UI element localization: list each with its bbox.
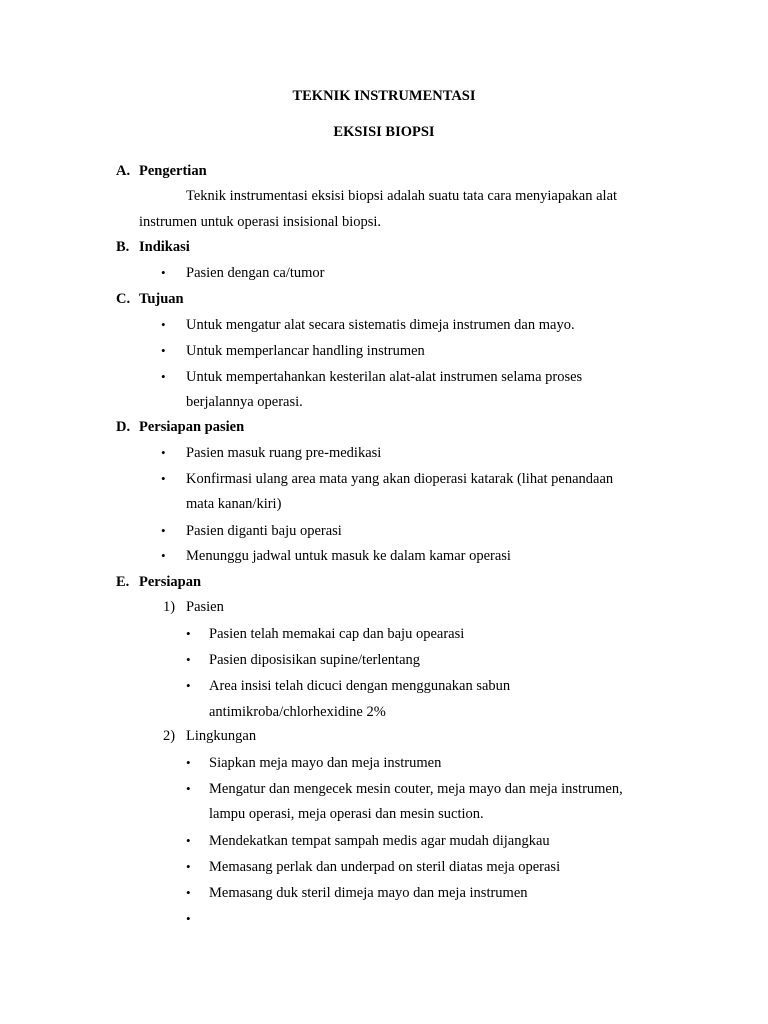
- list-item: Menunggu jadwal untuk masuk ke dalam kamar operasi: [186, 548, 511, 564]
- bullet-icon: •: [186, 781, 191, 796]
- bullet-icon: •: [186, 885, 191, 900]
- list-item-continuation: berjalannya operasi.: [186, 394, 303, 410]
- list-item: Pasien dengan ca/tumor: [186, 265, 325, 281]
- bullet-icon: •: [186, 833, 191, 848]
- bullet-icon: •: [161, 317, 166, 332]
- list-item-continuation: mata kanan/kiri): [186, 496, 282, 512]
- list-item: Untuk memperlancar handling instrumen: [186, 343, 425, 359]
- list-item: Mendekatkan tempat sampah medis agar mudah dijangkau: [209, 833, 550, 849]
- list-item: Untuk mengatur alat secara sistematis dimeja instrumen dan mayo.: [186, 317, 575, 333]
- list-item: Mengatur dan mengecek mesin couter, meja mayo dan meja instrumen,: [209, 781, 623, 797]
- list-item: Pasien masuk ruang pre-medikasi: [186, 445, 382, 461]
- bullet-icon: •: [186, 859, 191, 874]
- bullet-icon: •: [161, 523, 166, 538]
- bullet-icon: •: [161, 369, 166, 384]
- subsection-label: Lingkungan: [186, 728, 257, 744]
- section-c-letter: C.: [116, 291, 131, 307]
- list-item: Pasien telah memakai cap dan baju opearasi: [209, 626, 465, 642]
- section-d-title: Persiapan pasien: [139, 419, 245, 435]
- bullet-icon: •: [161, 548, 166, 563]
- bullet-icon: •: [186, 755, 191, 770]
- list-item-continuation: antimikroba/chlorhexidine 2%: [209, 704, 386, 720]
- list-item: Siapkan meja mayo dan meja instrumen: [209, 755, 442, 771]
- document-title: TEKNIK INSTRUMENTASI: [292, 88, 476, 104]
- section-d-letter: D.: [116, 419, 131, 435]
- bullet-icon: •: [161, 471, 166, 486]
- list-item: Area insisi telah dicuci dengan menggunakan sabun: [209, 678, 511, 694]
- bullet-icon: •: [186, 626, 191, 641]
- bullet-icon: •: [186, 652, 191, 667]
- section-e-title: Persiapan: [139, 574, 202, 590]
- document-subtitle: EKSISI BIOPSI: [333, 124, 435, 140]
- section-b-letter: B.: [116, 239, 130, 255]
- section-a-paragraph-line: Teknik instrumentasi eksisi biopsi adalah suatu tata cara menyiapakan alat: [186, 188, 618, 204]
- subsection-number: 2): [163, 728, 176, 744]
- bullet-icon: •: [161, 265, 166, 280]
- bullet-icon: •: [161, 343, 166, 358]
- section-c-title: Tujuan: [139, 291, 184, 307]
- bullet-icon: •: [186, 911, 191, 926]
- bullet-icon: •: [186, 678, 191, 693]
- list-item: Memasang duk steril dimeja mayo dan meja instrumen: [209, 885, 528, 901]
- subsection-label: Pasien: [186, 599, 224, 615]
- list-item: Memasang perlak dan underpad on steril diatas meja operasi: [209, 859, 561, 875]
- list-item: Konfirmasi ulang area mata yang akan dioperasi katarak (lihat penandaan: [186, 471, 614, 487]
- subsection-number: 1): [163, 599, 176, 615]
- list-item: Pasien diposisikan supine/terlentang: [209, 652, 421, 668]
- list-item-continuation: lampu operasi, meja operasi dan mesin suction.: [209, 806, 484, 822]
- list-item: Untuk mempertahankan kesterilan alat-alat instrumen selama proses: [186, 369, 583, 385]
- section-a-paragraph-line: instrumen untuk operasi insisional biopsi.: [139, 214, 382, 230]
- section-a-letter: A.: [116, 163, 131, 179]
- list-item: Pasien diganti baju operasi: [186, 523, 342, 539]
- bullet-icon: •: [161, 445, 166, 460]
- section-e-letter: E.: [116, 574, 130, 590]
- section-b-title: Indikasi: [139, 239, 190, 255]
- section-a-title: Pengertian: [139, 163, 207, 179]
